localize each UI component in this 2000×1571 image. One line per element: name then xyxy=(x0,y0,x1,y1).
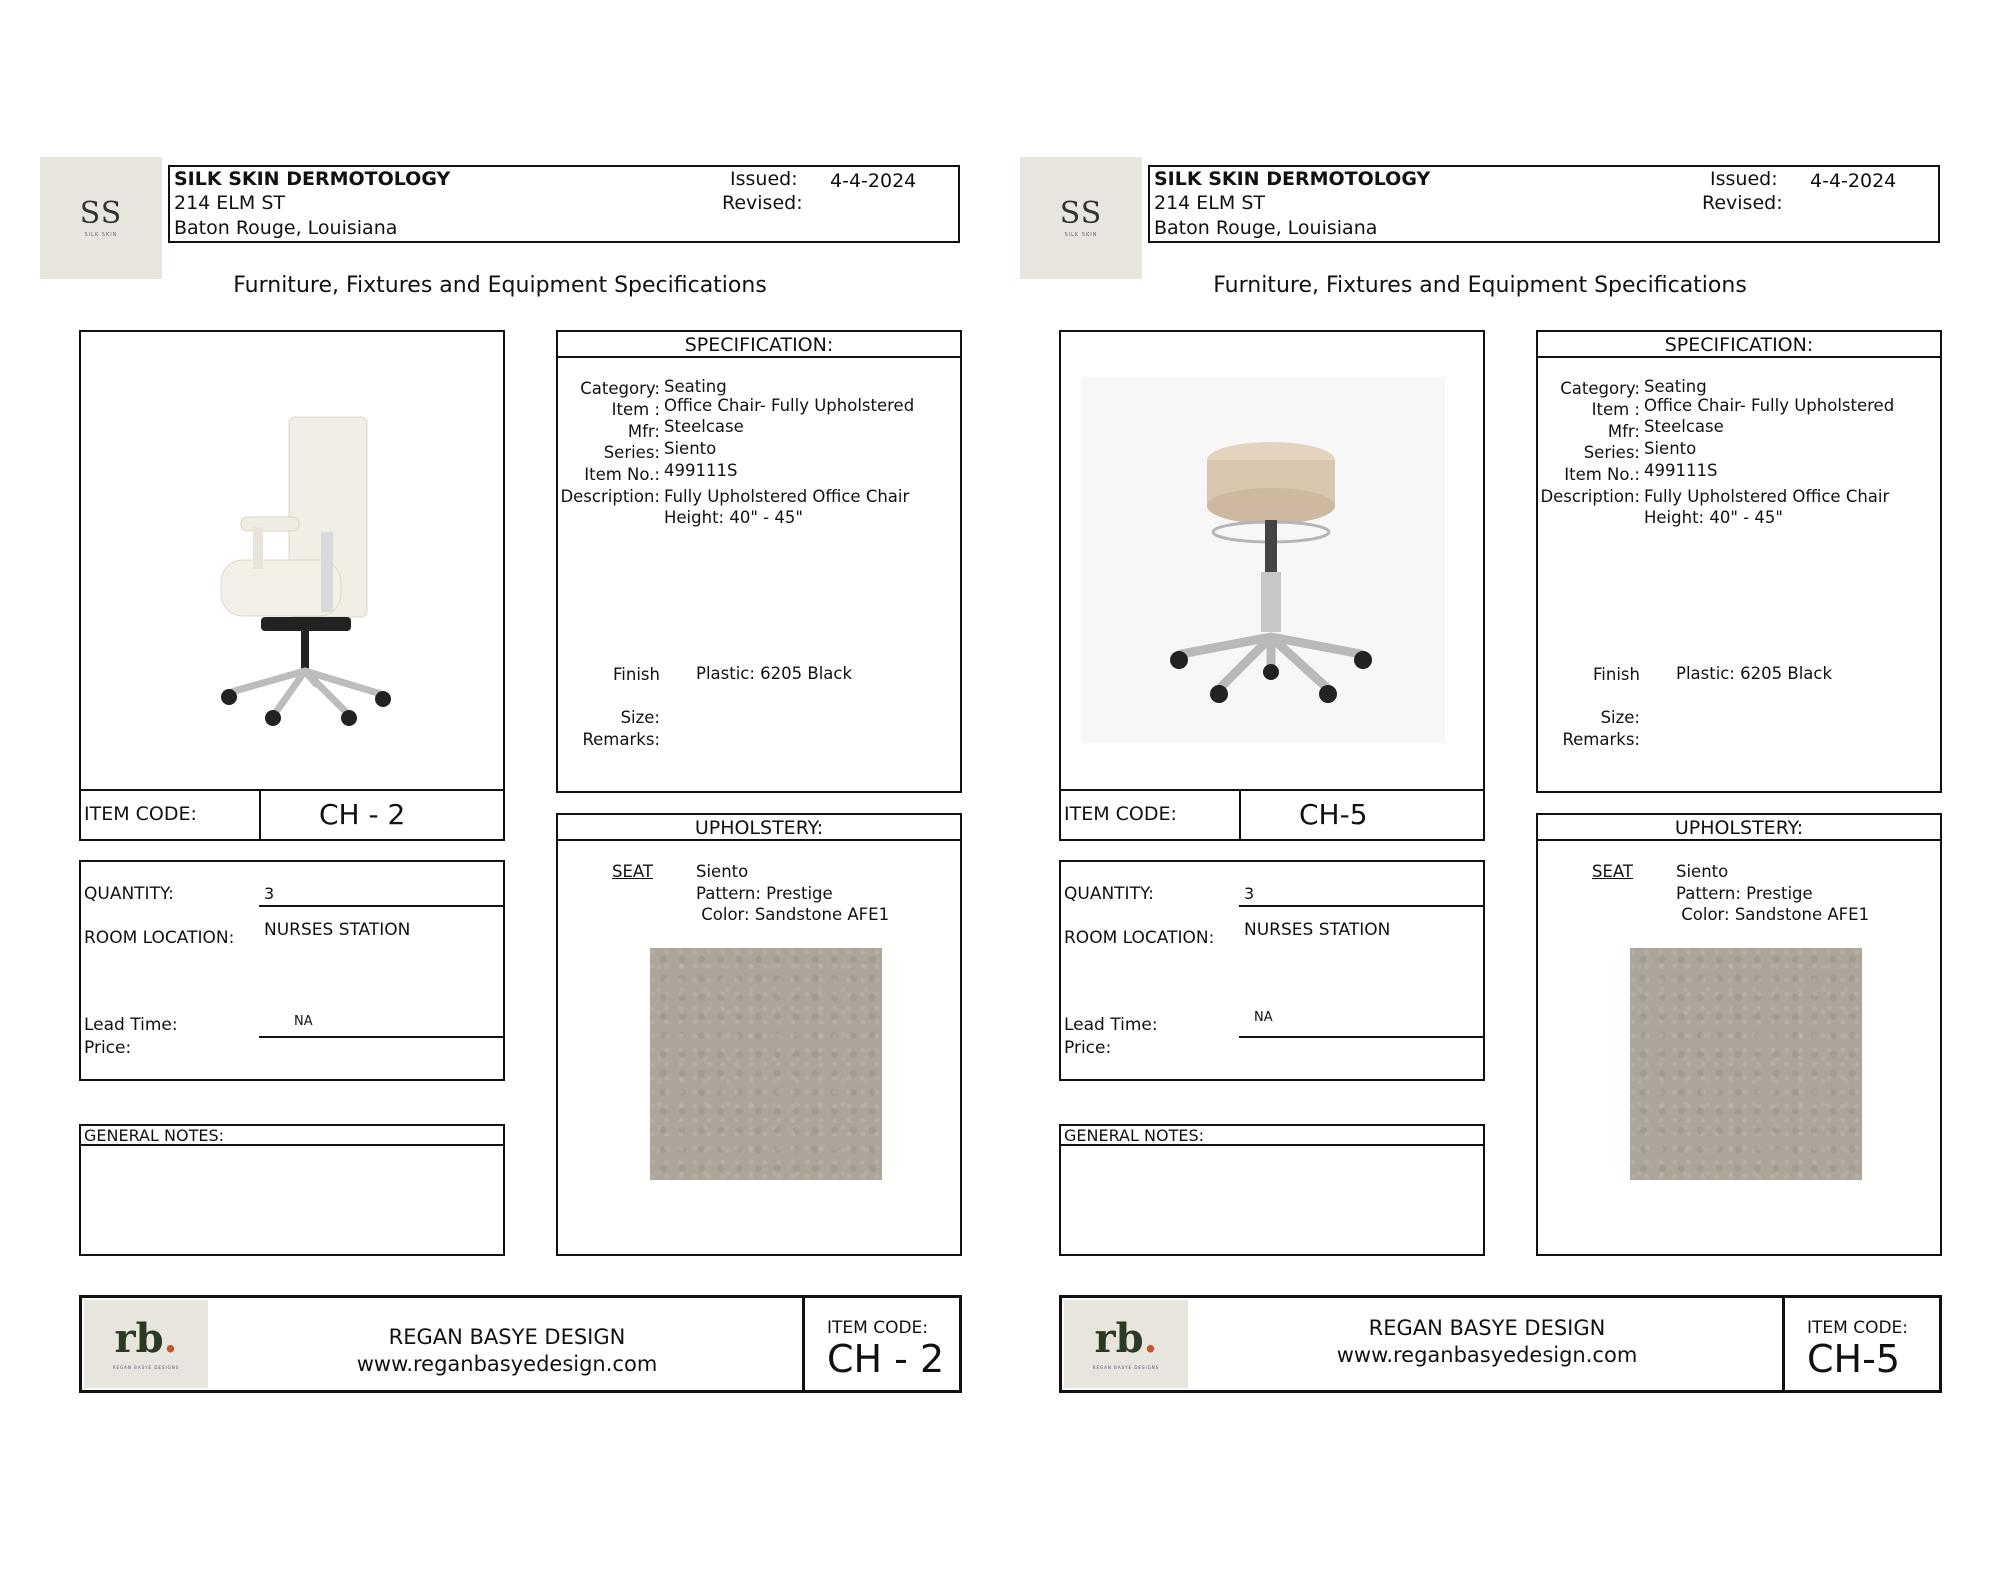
silk-skin-logo xyxy=(40,157,162,279)
rb-logo-dot: . xyxy=(163,1314,178,1362)
client-address-line1: 214 ELM ST xyxy=(174,192,285,214)
lead-time-value: NA xyxy=(294,1014,313,1029)
general-notes-label: GENERAL NOTES: xyxy=(81,1126,503,1146)
footer-item-code-value: CH-5 xyxy=(1807,1337,1900,1381)
quantity-value: 3 xyxy=(1244,884,1255,903)
rb-logo-mark: rb xyxy=(1094,1314,1144,1362)
page-subtitle: Furniture, Fixtures and Equipment Specifications xyxy=(1213,273,1747,298)
item-code-box xyxy=(1059,789,1485,841)
upholstery-name: Siento xyxy=(696,862,749,881)
lead-time-label: Lead Time: xyxy=(84,1015,178,1035)
price-label: Price: xyxy=(1064,1038,1112,1058)
regan-basye-logo xyxy=(84,1300,208,1388)
client-name: SILK SKIN DERMOTOLOGY xyxy=(1154,168,1431,190)
description-line2: Height: 40" - 45" xyxy=(664,508,803,527)
finish-label: Finish xyxy=(613,665,660,684)
fabric-swatch xyxy=(1630,948,1862,1180)
finish-value: Plastic: 6205 Black xyxy=(1676,664,1833,683)
category-value: Seating xyxy=(1644,377,1707,396)
rb-logo-tagline: REGAN BASYE DESIGNS xyxy=(112,1364,180,1370)
upholstery-pattern: Pattern: Prestige xyxy=(1676,884,1813,903)
designer-footer xyxy=(1059,1295,1942,1393)
quantity-label: QUANTITY: xyxy=(1064,884,1154,904)
category-label: Category: xyxy=(1560,379,1640,398)
room-location-label: ROOM LOCATION: xyxy=(1064,928,1215,948)
item-number-label: Item No.: xyxy=(584,465,660,484)
general-notes-label: GENERAL NOTES: xyxy=(1061,1126,1483,1146)
finish-label: Finish xyxy=(1593,665,1640,684)
upholstery-name: Siento xyxy=(1676,862,1729,881)
issued-label: Issued: xyxy=(1710,168,1778,190)
specification-box xyxy=(556,330,962,793)
specification-heading: SPECIFICATION: xyxy=(1538,332,1940,358)
series-label: Series: xyxy=(1583,443,1640,462)
upholstery-pattern: Pattern: Prestige xyxy=(696,884,833,903)
item-code-value: CH-5 xyxy=(1299,798,1368,831)
rb-logo-dot: . xyxy=(1143,1314,1158,1362)
upholstery-heading: UPHOLSTERY: xyxy=(1538,815,1940,841)
footer-item-code-label: ITEM CODE: xyxy=(1807,1318,1909,1338)
category-value: Seating xyxy=(664,377,727,396)
specification-box xyxy=(1536,330,1942,793)
footer-divider xyxy=(802,1298,805,1390)
size-label: Size: xyxy=(1600,708,1640,727)
seat-label: SEAT xyxy=(1592,862,1633,881)
quantity-label: QUANTITY: xyxy=(84,884,174,904)
quantity-line xyxy=(1239,905,1483,907)
description-line1: Fully Upholstered Office Chair xyxy=(664,487,910,506)
issued-date: 4-4-2024 xyxy=(1810,170,1897,192)
designer-footer xyxy=(79,1295,962,1393)
footer-item-code-value: CH - 2 xyxy=(827,1337,945,1381)
lead-time-line xyxy=(259,1036,503,1038)
footer-item-code-label: ITEM CODE: xyxy=(827,1318,929,1338)
page-subtitle: Furniture, Fixtures and Equipment Specifications xyxy=(233,273,767,298)
client-header xyxy=(1148,165,1940,243)
client-address-line2: Baton Rouge, Louisiana xyxy=(174,217,398,239)
item-value: Office Chair- Fully Upholstered xyxy=(1644,396,1895,415)
issued-date: 4-4-2024 xyxy=(830,170,917,192)
regan-basye-logo xyxy=(1064,1300,1188,1388)
description-label: Description: xyxy=(560,487,660,506)
description-label: Description: xyxy=(1540,487,1640,506)
lead-time-label: Lead Time: xyxy=(1064,1015,1158,1035)
item-value: Office Chair- Fully Upholstered xyxy=(664,396,915,415)
item-code-box xyxy=(79,789,505,841)
item-number-value: 499111S xyxy=(1644,461,1718,480)
client-header xyxy=(168,165,960,243)
series-value: Siento xyxy=(664,439,717,458)
client-address-line2: Baton Rouge, Louisiana xyxy=(1154,217,1378,239)
description-line2: Height: 40" - 45" xyxy=(1644,508,1783,527)
silk-skin-logo xyxy=(1020,157,1142,279)
upholstery-box xyxy=(556,813,962,1256)
seat-label: SEAT xyxy=(612,862,653,881)
fabric-swatch xyxy=(650,948,882,1180)
client-name: SILK SKIN DERMOTOLOGY xyxy=(174,168,451,190)
room-location-value: NURSES STATION xyxy=(264,920,411,940)
remarks-label: Remarks: xyxy=(1562,730,1640,749)
designer-website[interactable]: www.reganbasyedesign.com xyxy=(356,1352,658,1376)
revised-label: Revised: xyxy=(722,192,803,214)
item-code-divider xyxy=(259,791,261,839)
lead-time-value: NA xyxy=(1254,1010,1273,1025)
upholstery-color: Color: Sandstone AFE1 xyxy=(696,905,890,924)
upholstery-box xyxy=(1536,813,1942,1256)
room-location-value: NURSES STATION xyxy=(1244,920,1391,940)
item-code-divider xyxy=(1239,791,1241,839)
mfr-value: Steelcase xyxy=(1644,417,1724,436)
price-label: Price: xyxy=(84,1038,132,1058)
finish-value: Plastic: 6205 Black xyxy=(696,664,853,683)
item-number-label: Item No.: xyxy=(1564,465,1640,484)
quantity-box xyxy=(79,860,505,1081)
item-code-label: ITEM CODE: xyxy=(84,803,197,825)
revised-label: Revised: xyxy=(1702,192,1783,214)
logo-monogram: SS xyxy=(79,195,123,231)
upholstery-color: Color: Sandstone AFE1 xyxy=(1676,905,1870,924)
item-label: Item : xyxy=(611,400,660,419)
series-value: Siento xyxy=(1644,439,1697,458)
spec-sheet-ch5 xyxy=(980,0,1980,1571)
product-image-box xyxy=(79,330,505,841)
designer-name: REGAN BASYE DESIGN xyxy=(1368,1316,1606,1340)
logo-subtext: SILK SKIN xyxy=(1064,231,1098,238)
remarks-label: Remarks: xyxy=(582,730,660,749)
logo-monogram: SS xyxy=(1059,195,1103,231)
mfr-label: Mfr: xyxy=(627,422,660,441)
footer-divider xyxy=(1782,1298,1785,1390)
rb-logo-mark: rb xyxy=(114,1314,164,1362)
stool-image xyxy=(1151,432,1391,712)
upholstery-heading: UPHOLSTERY: xyxy=(558,815,960,841)
designer-name: REGAN BASYE DESIGN xyxy=(388,1325,626,1349)
description-line1: Fully Upholstered Office Chair xyxy=(1644,487,1890,506)
designer-website[interactable]: www.reganbasyedesign.com xyxy=(1336,1343,1638,1367)
quantity-line xyxy=(259,905,503,907)
item-label: Item : xyxy=(1591,400,1640,419)
lead-time-line xyxy=(1239,1036,1483,1038)
issued-label: Issued: xyxy=(730,168,798,190)
rb-logo-tagline: REGAN BASYE DESIGNS xyxy=(1092,1364,1160,1370)
mfr-value: Steelcase xyxy=(664,417,744,436)
specification-heading: SPECIFICATION: xyxy=(558,332,960,358)
item-code-value: CH - 2 xyxy=(319,798,406,831)
product-image-box xyxy=(1059,330,1485,841)
size-label: Size: xyxy=(620,708,660,727)
quantity-value: 3 xyxy=(264,884,275,903)
item-number-value: 499111S xyxy=(664,461,738,480)
client-address-line1: 214 ELM ST xyxy=(1154,192,1265,214)
mfr-label: Mfr: xyxy=(1607,422,1640,441)
item-code-label: ITEM CODE: xyxy=(1064,803,1177,825)
quantity-box xyxy=(1059,860,1485,1081)
room-location-label: ROOM LOCATION: xyxy=(84,928,235,948)
general-notes-box xyxy=(79,1124,505,1256)
office-chair-image xyxy=(181,412,441,732)
general-notes-box xyxy=(1059,1124,1485,1256)
series-label: Series: xyxy=(603,443,660,462)
logo-subtext: SILK SKIN xyxy=(84,231,118,238)
category-label: Category: xyxy=(580,379,660,398)
